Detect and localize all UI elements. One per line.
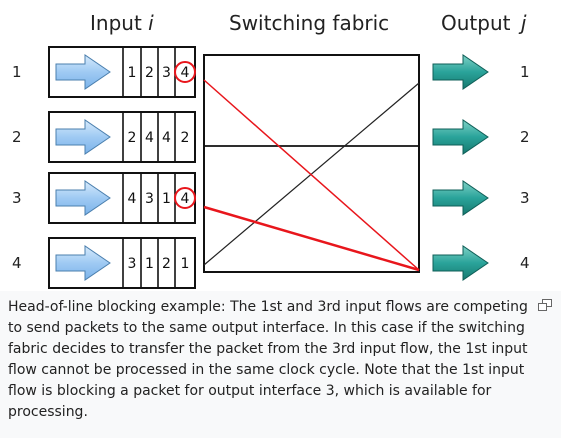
output-row-number: 2 bbox=[520, 128, 530, 146]
caption-text: Head-of-line blocking example: The 1st and 3rd input flows are competing to send packets to the same output interface. In this case if the switching fabric decides to transfer the packet from the 3rd input flow, the 1st input flow cannot be processed in the same clock cycle. Note that the 1st input flow is blocking a packet for output interface 3, which is available for processing. bbox=[8, 299, 528, 420]
input-row-number: 1 bbox=[12, 63, 22, 81]
output-row-number: 4 bbox=[520, 254, 530, 272]
queue-packet-value: 3 bbox=[162, 65, 171, 81]
input-ports bbox=[12, 47, 195, 288]
queue-packet-value: 1 bbox=[127, 65, 137, 81]
input-port-row bbox=[12, 47, 195, 97]
queue-packet-value: 4 bbox=[180, 191, 190, 207]
queue-packet-value: 1 bbox=[162, 191, 171, 207]
output-port-row bbox=[433, 181, 530, 215]
output-ports bbox=[433, 55, 530, 280]
output-port-row bbox=[433, 246, 530, 280]
input-row-number: 3 bbox=[12, 189, 22, 207]
queue-packet-value: 3 bbox=[127, 256, 137, 272]
input-row-number: 2 bbox=[12, 128, 22, 146]
output-arrow-icon bbox=[433, 55, 488, 89]
queue-packet-value: 2 bbox=[180, 130, 190, 146]
output-arrow-icon bbox=[433, 181, 488, 215]
input-port-row bbox=[12, 238, 195, 288]
queue-packet-value: 1 bbox=[145, 256, 154, 272]
switching-fabric bbox=[204, 55, 419, 272]
output-header: Output j bbox=[441, 11, 527, 35]
output-arrow-icon bbox=[433, 246, 488, 280]
input-row-number: 4 bbox=[12, 254, 22, 272]
input-port-row bbox=[12, 112, 195, 162]
queue-packet-value: 4 bbox=[127, 191, 137, 207]
output-arrow-icon bbox=[433, 120, 488, 154]
magnify-icon[interactable] bbox=[538, 299, 552, 311]
queue-packet-value: 2 bbox=[162, 256, 171, 272]
output-row-number: 1 bbox=[520, 63, 530, 81]
queue-packet-value: 4 bbox=[162, 130, 171, 146]
input-port-row bbox=[12, 173, 195, 223]
queue-packet-value: 3 bbox=[145, 191, 154, 207]
fabric-header: Switching fabric bbox=[229, 11, 390, 35]
queue-packet-value: 1 bbox=[180, 256, 190, 272]
caption-box bbox=[0, 291, 561, 438]
input-header: Input i bbox=[90, 11, 154, 35]
output-port-row bbox=[433, 120, 530, 154]
queue-packet-value: 4 bbox=[180, 65, 190, 81]
queue-packet-value: 2 bbox=[145, 65, 154, 81]
output-row-number: 3 bbox=[520, 189, 530, 207]
output-port-row bbox=[433, 55, 530, 89]
queue-packet-value: 4 bbox=[145, 130, 154, 146]
queue-packet-value: 2 bbox=[127, 130, 137, 146]
